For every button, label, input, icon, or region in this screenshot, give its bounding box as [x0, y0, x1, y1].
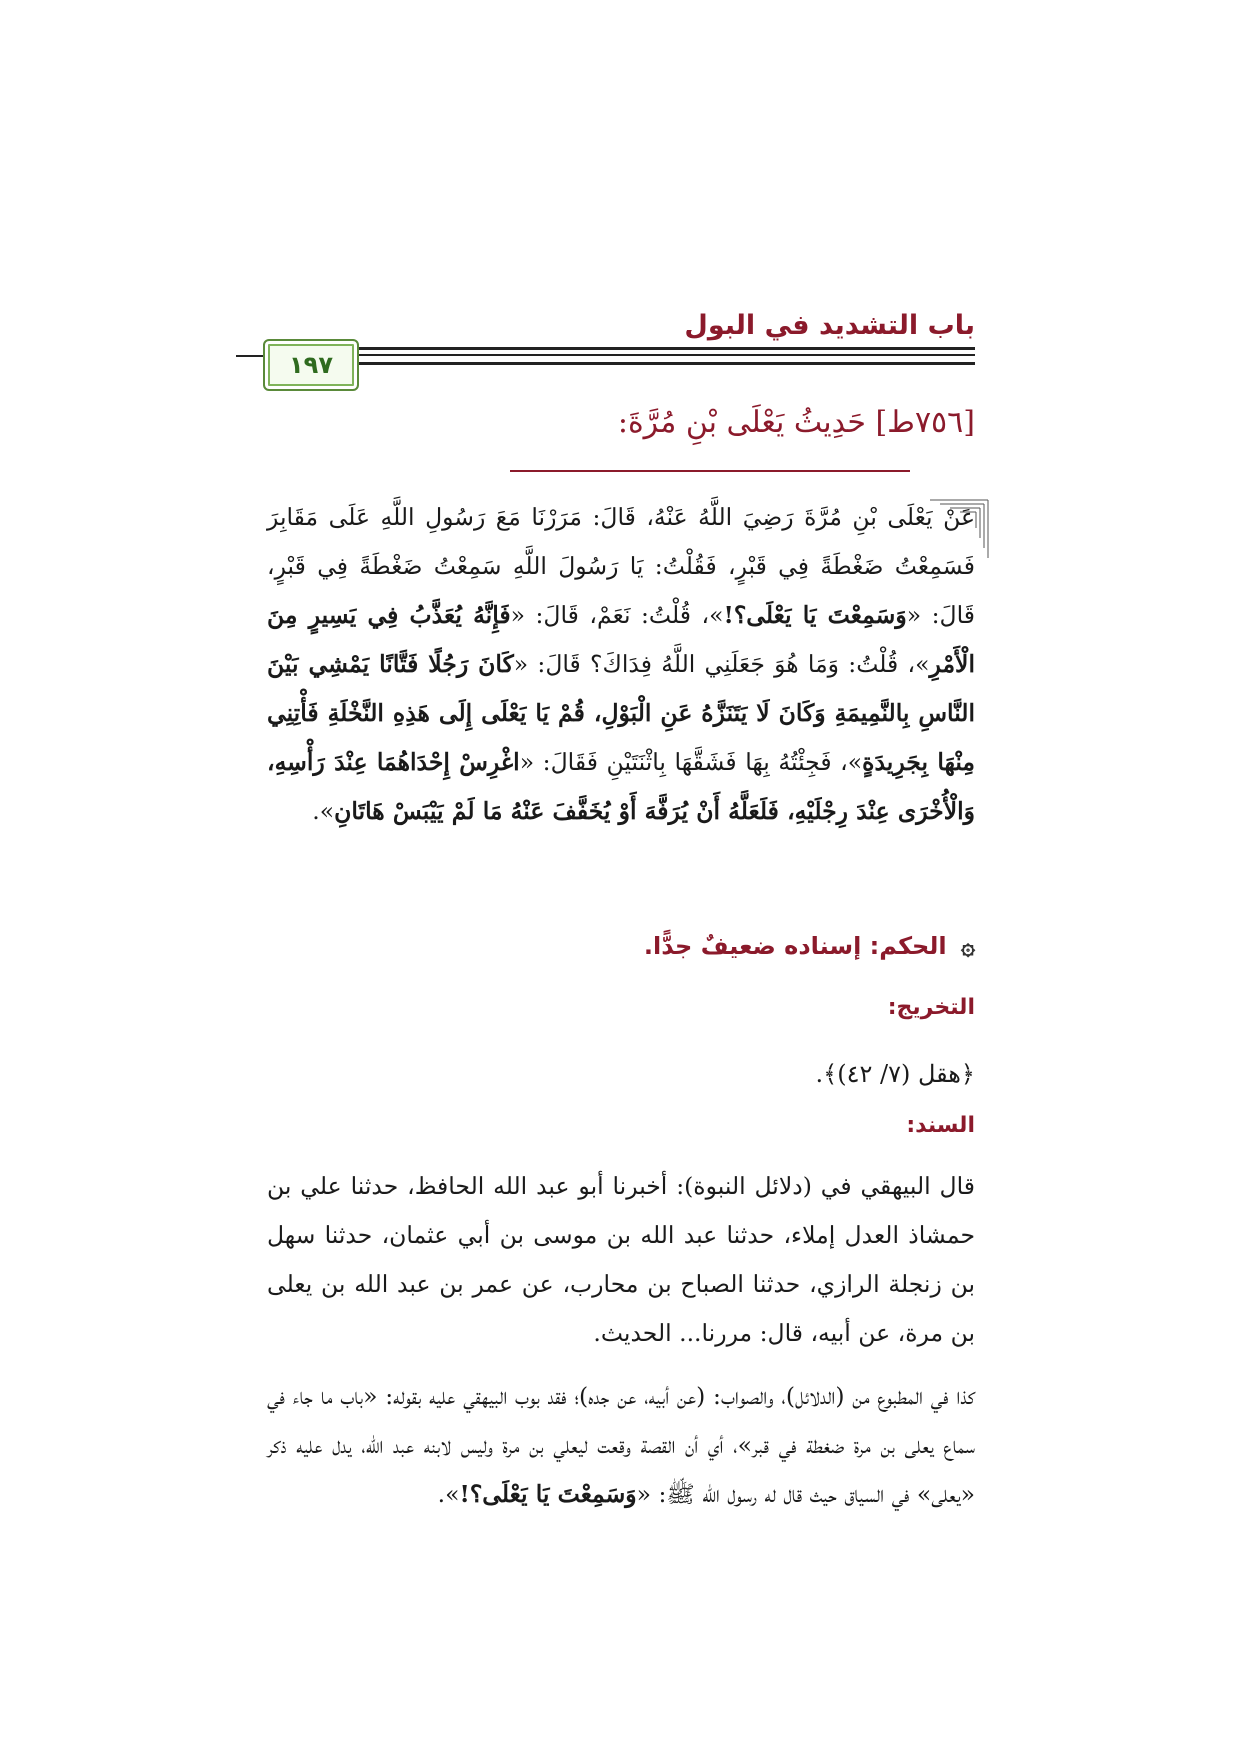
hadith-text-part: »، فَجِئْتُهُ بِهَا فَشَقَّهَا بِاثْنَتَيْنِ فَقَالَ: «	[519, 748, 863, 776]
hukm-text: إسناده ضعيفٌ جدًّا.	[643, 932, 862, 960]
hadith-quote: فَإِنَّهُ يُعَذَّبُ فِي يَسِيرٍ مِنَ الْأَمْرِ	[267, 601, 975, 678]
sanad-heading: السند:	[906, 1113, 975, 1138]
section-title-rule	[510, 470, 910, 472]
header-rule	[355, 347, 975, 350]
hadith-text-part: »، قُلْتُ: نَعَمْ، قَالَ: «	[510, 601, 724, 629]
hadith-text-part: »، قُلْتُ: وَمَا هُوَ جَعَلَنِي اللَّهُ فِدَاكَ؟ قَالَ: «	[513, 650, 930, 678]
page-number-badge	[263, 339, 359, 391]
takhrij-heading: التخريج:	[887, 995, 975, 1020]
header-title: باب التشديد في البول	[684, 310, 975, 341]
commentary-text-end: ».	[437, 1480, 460, 1508]
hadith-quote: كَانَ رَجُلًا فَتَّانًا يَمْشِي بَيْنَ النَّاسِ بِالنَّمِيمَةِ وَكَانَ لَا يَتَنَزَّهُ عَنِ الْبَوْلِ، قُمْ يَا يَعْلَى إِلَى هَذِهِ النَّخْلَةِ فَأْتِنِي مِنْهَا بِجَرِيدَةٍ	[267, 650, 975, 776]
hadith-text-part: ».	[312, 797, 335, 825]
takhrij-reference: ﴿هقل (٧/ ٤٢)﴾.	[815, 1060, 975, 1088]
commentary-text: كذا في المطبوع من (الدلائل)، والصواب: (عن أبيه، عن جده)؛ فقد بوب البيهقي عليه بقوله: «باب ما جاء في سماع يعلى بن مرة ضغطة في قبر»، أي أن القصة وقعت ليعلي بن مرة وليس لابنه عبد الله، يدل عليه ذكر «يعلى» في السياق حيث قال له رسول الله ﷺ: «	[267, 1382, 975, 1508]
header-rule-lower	[355, 362, 975, 365]
commentary-paragraph	[267, 1372, 975, 1519]
sanad-paragraph: قال البيهقي في (دلائل النبوة): أخبرنا أبو عبد الله الحافظ، حدثنا علي بن حمشاذ العدل إملاء، حدثنا عبد الله بن موسى بن أبي عثمان، حدثنا سهل بن زنجلة الرازي، حدثنا الصباح بن محارب، عن عمر بن عبد الله بن يعلى بن مرة، عن أبيه، قال: مررنا... الحديث.	[267, 1172, 975, 1347]
header-rule-thin	[355, 354, 975, 356]
hadith-text-part: عَنْ يَعْلَى بْنِ مُرَّةَ رَضِيَ اللَّهُ عَنْهُ، قَالَ: مَرَرْنَا مَعَ رَسُولِ اللَّهِ عَلَى مَقَابِرَ فَسَمِعْتُ ضَغْطَةً فِي قَبْرٍ، فَقُلْتُ: يَا رَسُولَ اللَّهِ سَمِعْتُ ضَغْطَةً فِي قَبْرٍ، قَالَ: «	[267, 503, 975, 629]
header-rule-left	[236, 355, 263, 357]
flower-ornament-icon: ۞	[960, 932, 975, 960]
hadith-quote: وَسَمِعْتَ يَا يَعْلَى؟!	[723, 601, 907, 629]
hadith-text	[267, 493, 975, 836]
section-title: [٧٥٦ط] حَدِيثُ يَعْلَى بْنِ مُرَّةَ:	[617, 405, 975, 440]
hadith-quote: اغْرِسْ إِحْدَاهُمَا عِنْدَ رَأْسِهِ، وَالْأُخْرَى عِنْدَ رِجْلَيْهِ، فَلَعَلَّهُ أَنْ يُرَفَّهَ أَوْ يُخَفَّفَ عَنْهُ مَا لَمْ يَيْبَسْ هَاتَانِ	[267, 748, 975, 825]
commentary-quote: وَسَمِعْتَ يَا يَعْلَى؟!	[459, 1480, 637, 1508]
hukm-label: الحكم:	[869, 932, 947, 960]
hukm-line	[267, 932, 975, 960]
page-number: ١٩٧	[289, 351, 333, 379]
